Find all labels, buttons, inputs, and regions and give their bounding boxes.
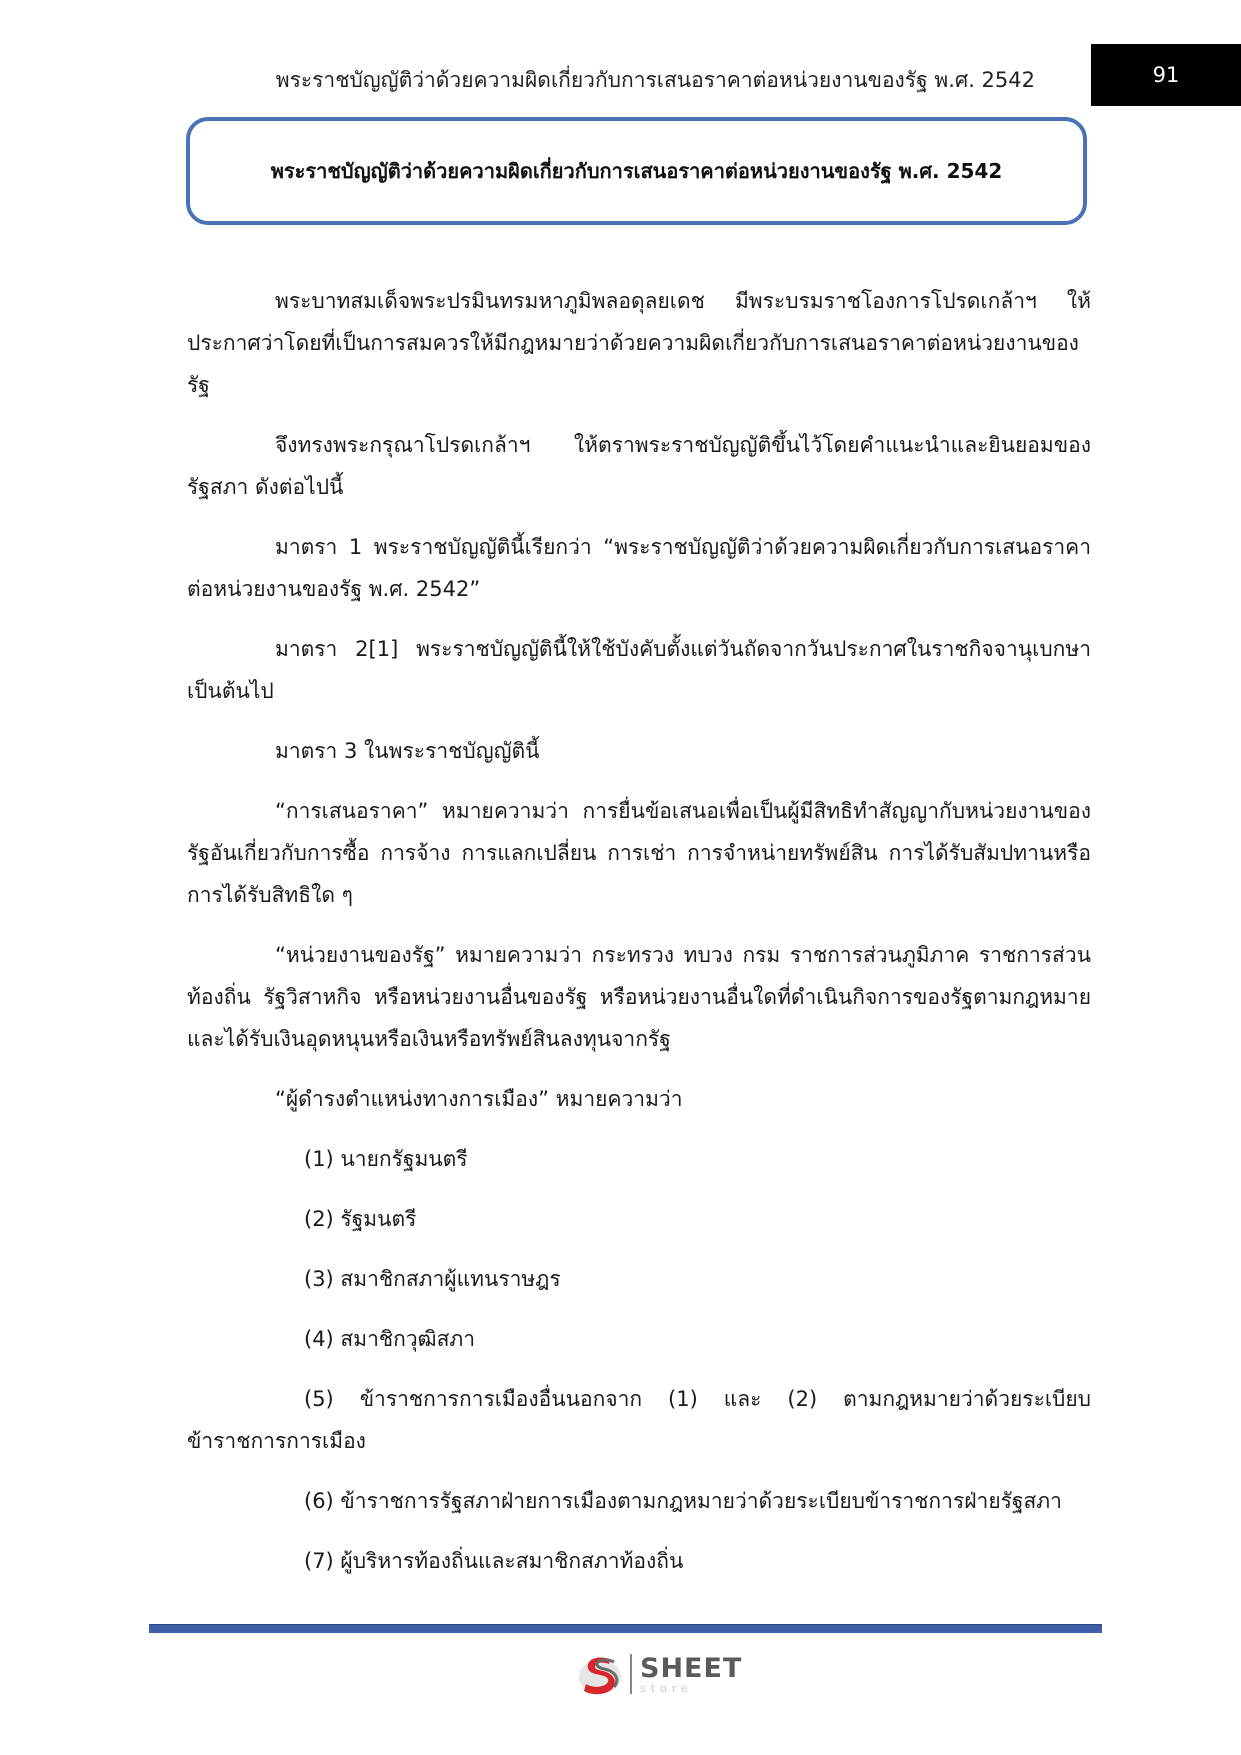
preamble-paragraph-1: พระบาทสมเด็จพระปรมินทรมหาภูมิพลอดุลยเดช มีพระบรมราชโองการโปรดเกล้าฯ ให้ประกาศว่าโดยที่เป็นการสมควรให้มีกฎหมายว่าด้วยความผิดเกี่ยวกับการเสนอราคาต่อหน่วยงานของรัฐ [187, 289, 1091, 397]
section-2: มาตรา 2[1] พระราชบัญญัตินี้ให้ใช้บังคับตั้งแต่วันถัดจากวันประกาศในราชกิจจานุเบกษาเป็นต้นไป [187, 637, 1091, 703]
logo-subtitle: store [640, 1681, 693, 1695]
definition-political-position: “ผู้ดำรงตำแหน่งทางการเมือง” หมายความว่า [275, 1087, 683, 1111]
sheet-store-logo [576, 1648, 742, 1700]
list-item: (1) นายกรัฐมนตรี [304, 1147, 468, 1171]
sheet-store-logo-icon [576, 1650, 624, 1698]
list-item: (7) ผู้บริหารท้องถิ่นและสมาชิกสภาท้องถิ่น [304, 1549, 684, 1573]
document-body [187, 280, 1091, 1600]
list-item: (4) สมาชิกวุฒิสภา [304, 1327, 476, 1351]
list-item: (2) รัฐมนตรี [304, 1207, 417, 1231]
section-3: มาตรา 3 ในพระราชบัญญัตินี้ [275, 739, 540, 763]
title-box [186, 117, 1087, 225]
list-item: (3) สมาชิกสภาผู้แทนราษฎร [304, 1267, 561, 1291]
logo-divider [630, 1654, 632, 1694]
logo-name: SHEET [640, 1652, 743, 1684]
definition-bidding: “การเสนอราคา” หมายความว่า การยื่นข้อเสนอเพื่อเป็นผู้มีสิทธิทำสัญญากับหน่วยงานของรัฐอันเกี่ยวกับการซื้อ การจ้าง การแลกเปลี่ยน การเช่า การจำหน่ายทรัพย์สิน การได้รับสัมปทานหรือการได้รับสิทธิใด ๆ [187, 799, 1091, 907]
footer-rule [149, 1624, 1102, 1633]
document-title: พระราชบัญญัติว่าด้วยความผิดเกี่ยวกับการเสนอราคาต่อหน่วยงานของรัฐ พ.ศ. 2542 [270, 159, 1003, 183]
section-1: มาตรา 1 พระราชบัญญัตินี้เรียกว่า “พระราชบัญญัติว่าด้วยความผิดเกี่ยวกับการเสนอราคาต่อหน่วยงานของรัฐ พ.ศ. 2542” [187, 535, 1091, 601]
logo-wordmark [640, 1652, 743, 1695]
list-item: (5) ข้าราชการการเมืองอื่นนอกจาก (1) และ (2) ตามกฎหมายว่าด้วยระเบียบข้าราชการการเมือง [187, 1387, 1091, 1453]
preamble-paragraph-2: จึงทรงพระกรุณาโปรดเกล้าฯ ให้ตราพระราชบัญญัติขึ้นไว้โดยคำแนะนำและยินยอมของรัฐสภา ดังต่อไปนี้ [187, 433, 1091, 499]
definition-state-agency: “หน่วยงานของรัฐ” หมายความว่า กระทรวง ทบวง กรม ราชการส่วนภูมิภาค ราชการส่วนท้องถิ่น รัฐวิสาหกิจ หรือหน่วยงานอื่นของรัฐ หรือหน่วยงานอื่นใดที่ดำเนินกิจการของรัฐตามกฎหมายและได้รับเงินอุดหนุนหรือเงินหรือทรัพย์สินลงทุนจากรัฐ [187, 943, 1091, 1051]
page-number: 91 [1091, 44, 1241, 106]
list-item: (6) ข้าราชการรัฐสภาฝ่ายการเมืองตามกฎหมายว่าด้วยระเบียบข้าราชการฝ่ายรัฐสภา [304, 1489, 1062, 1513]
running-header-title: พระราชบัญญัติว่าด้วยความผิดเกี่ยวกับการเสนอราคาต่อหน่วยงานของรัฐ พ.ศ. 2542 [275, 68, 1035, 92]
